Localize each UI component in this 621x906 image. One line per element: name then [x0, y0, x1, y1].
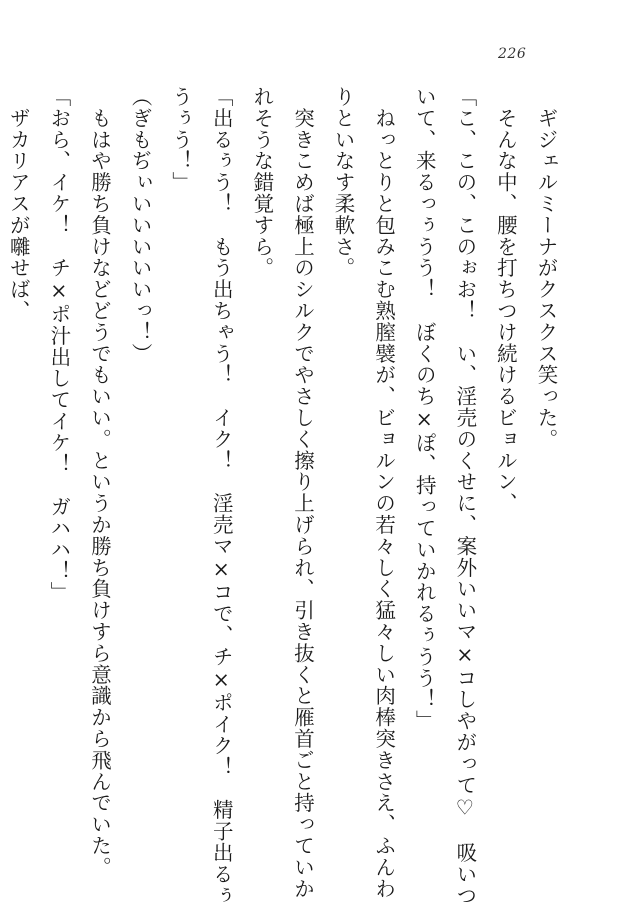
- text-line: れそうな錯覚すら。: [249, 86, 274, 279]
- text-line: 突きこめば極上のシルクでやさしく擦り上げられ、引き抜くと雁首ごと持っていか: [290, 86, 315, 900]
- text-line: （ぎもぢぃいいいいいっ！）: [128, 86, 153, 365]
- text-line: 「出るぅう！ もう出ちゃう！ イク！ 淫売マ×コで、チ×ポイク！ 精子出るぅ: [209, 86, 234, 906]
- page-number: 226: [498, 46, 527, 62]
- text-line: 「こ、この、このぉお！ い、淫売のくせに、案外いいマ×コしやがって♡ 吸いつ: [452, 86, 477, 906]
- text-line: ギジェルミーナがクスクス笑った。: [534, 86, 558, 450]
- text-line: ザカリアスが囃せば、: [6, 86, 31, 322]
- text-line: そんな中、腰を打ちつけ続けるビョルン、: [493, 86, 518, 514]
- text-line: うぅう！」: [168, 86, 193, 193]
- text-line: ねっとりと包みこむ熟膣襞が、ビョルンの若々しく猛々しい肉棒突きさえ、ふんわ: [371, 86, 396, 900]
- body-text: [0, 86, 566, 906]
- text-line: もはや勝ち負けなどどうでもいい。というか勝ち負けすら意識から飛んでいた。: [87, 86, 112, 878]
- text-line: 「おら、イケ！ チ×ポ汁出してイケ！ ガハハ！」: [46, 86, 71, 604]
- text-line: いて、来るっぅうう！ ぼくのち×ぽ、持っていかれるぅうう！」: [412, 86, 437, 732]
- text-line: りといなす柔軟さ。: [331, 86, 356, 279]
